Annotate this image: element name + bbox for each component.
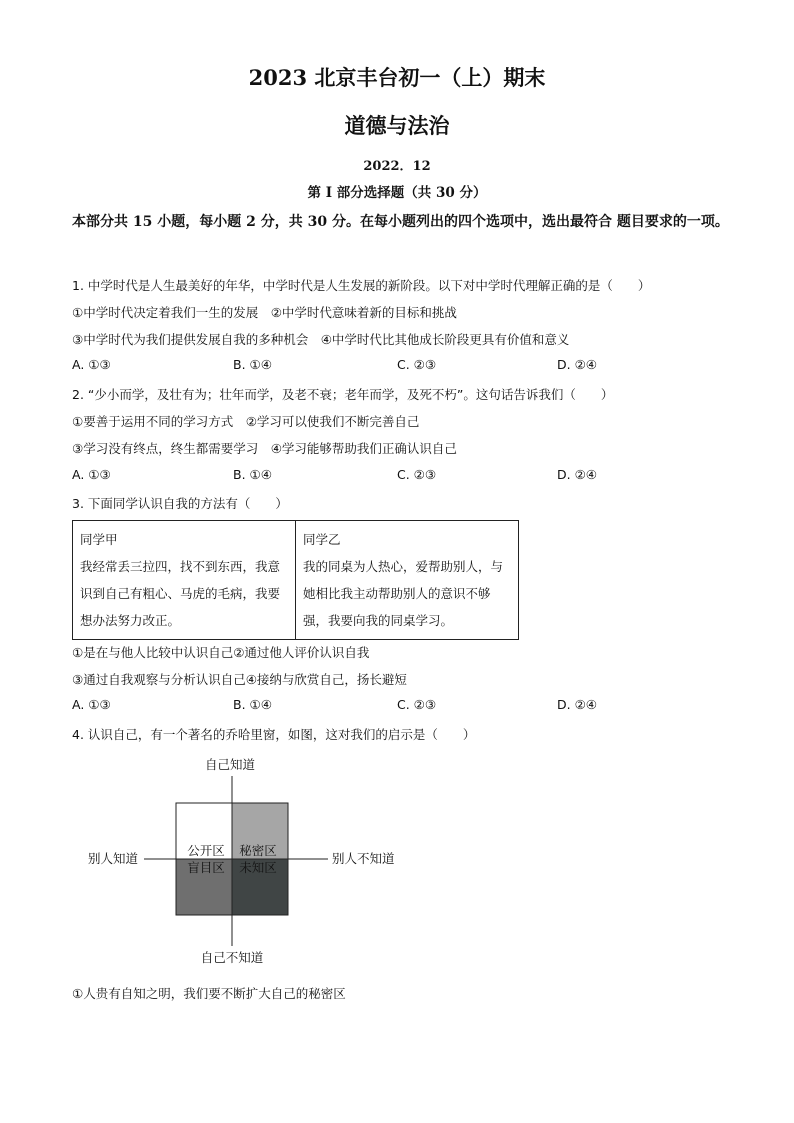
part-heading: 第 I 部分选择题（共 30 分） xyxy=(307,185,487,201)
subject-title: 道德与法治 xyxy=(344,113,450,138)
q4-statements-1: ①人贵有自知之明，我们要不断扩大自己的秘密区 xyxy=(72,986,346,1001)
q3-option-b[interactable]: B. ①④ xyxy=(233,697,272,712)
label-unknown-area: 未知区 xyxy=(239,860,277,875)
q4-stem: 4. 认识自己，有一个著名的乔哈里窗，如图，这对我们的启示是（ ） xyxy=(72,727,476,742)
q2-option-a[interactable]: A. ①③ xyxy=(72,467,111,482)
q1-option-b[interactable]: B. ①④ xyxy=(233,357,272,372)
q2-option-d[interactable]: D. ②④ xyxy=(557,467,597,482)
label-blind-area: 盲目区 xyxy=(187,860,225,875)
label-open-area: 公开区 xyxy=(187,843,225,858)
table-cell-student-b xyxy=(296,521,519,640)
q2-statements-1: ①要善于运用不同的学习方式 ②学习可以使我们不断完善自己 xyxy=(72,414,420,429)
q1-statements-2: ③中学时代为我们提供发展自我的多种机会 ④中学时代比其他成长阶段更具有价值和意义 xyxy=(72,332,570,347)
instructions: 本部分共 15 小题，每小题 2 分，共 30 分。在每小题列出的四个选项中，选出最符合 题目要求的一项。 xyxy=(72,214,729,230)
label-others-unknown: 别人不知道 xyxy=(332,851,395,866)
q3-statements-2: ③通过自我观察与分析认识自己④接纳与欣赏自己，扬长避短 xyxy=(72,672,407,687)
label-self-known: 自己知道 xyxy=(204,757,256,772)
student-b-heading: 同学乙 xyxy=(303,532,341,547)
table-cell-student-a xyxy=(73,521,296,640)
q3-statements-1: ①是在与他人比较中认识自己②通过他人评价认识自我 xyxy=(72,645,370,660)
q3-option-d[interactable]: D. ②④ xyxy=(557,697,597,712)
q3-comparison-table xyxy=(72,520,519,640)
johari-window-diagram xyxy=(70,750,430,970)
student-a-text: 我经常丢三拉四，找不到东西，我意识到自己有粗心、马虎的毛病，我要想办法努力改正。 xyxy=(80,559,281,628)
label-others-known: 别人知道 xyxy=(87,851,138,866)
q2-option-b[interactable]: B. ①④ xyxy=(233,467,272,482)
q3-option-c[interactable]: C. ②③ xyxy=(397,697,437,712)
q2-option-c[interactable]: C. ②③ xyxy=(397,467,437,482)
label-self-unknown: 自己不知道 xyxy=(200,950,264,965)
q1-stem: 1. 中学时代是人生最美好的年华，中学时代是人生发展的新阶段。以下对中学时代理解正确的是（ ） xyxy=(72,278,651,293)
q1-statements-1: ①中学时代决定着我们一生的发展 ②中学时代意味着新的目标和挑战 xyxy=(72,305,457,320)
q2-stem: 2. “少小而学，及壮有为；壮年而学，及老不衰；老年而学，及死不朽”。这句话告诉我们（ ） xyxy=(72,387,614,402)
q1-option-c[interactable]: C. ②③ xyxy=(397,357,437,372)
exam-title: 2023 北京丰台初一（上）期末 xyxy=(248,65,546,90)
q2-statements-2: ③学习没有终点，终生都需要学习 ④学习能够帮助我们正确认识自己 xyxy=(72,441,457,456)
q1-option-d[interactable]: D. ②④ xyxy=(557,357,597,372)
student-a-heading: 同学甲 xyxy=(80,532,118,547)
q3-stem: 3. 下面同学认识自我的方法有（ ） xyxy=(72,496,288,511)
exam-date: 2022．12 xyxy=(363,159,431,174)
student-b-text: 我的同桌为人热心，爱帮助别人，与她相比我主动帮助别人的意识不够强，我要向我的同桌学习。 xyxy=(303,559,504,628)
q1-option-a[interactable]: A. ①③ xyxy=(72,357,111,372)
q3-option-a[interactable]: A. ①③ xyxy=(72,697,111,712)
label-secret-area: 秘密区 xyxy=(239,843,277,858)
